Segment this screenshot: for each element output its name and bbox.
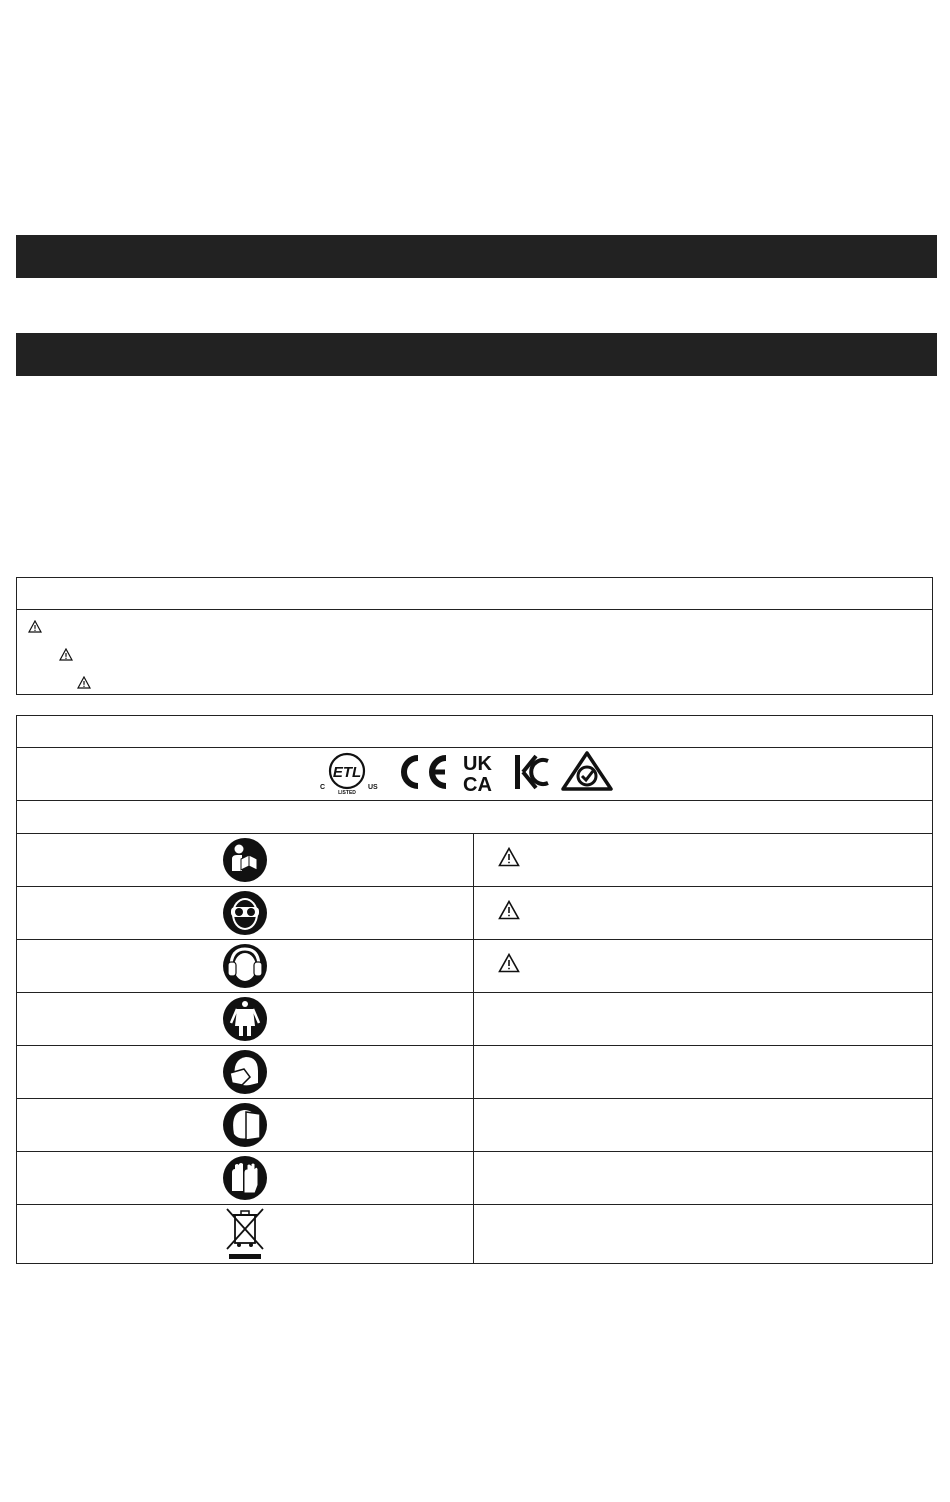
svg-text:C: C [319,783,325,791]
kc-mark-icon [514,753,550,791]
warning-levels-cell [17,610,933,695]
section-header-bar [16,235,937,278]
safety-goggles-icon [222,890,268,936]
svg-text:UK: UK [462,752,492,775]
svg-text:CA: CA [462,773,492,793]
ear-protection-icon [222,943,268,989]
warning-levels-table [16,577,933,695]
ce-mark-icon [392,752,452,792]
weee-crossed-bin-icon [225,1207,265,1261]
read-manual-icon [222,837,268,883]
protective-gloves-icon [222,1155,268,1201]
warning-table-title [17,578,933,610]
svg-text:ETL: ETL [332,763,361,781]
ukca-mark-icon [462,751,504,793]
svg-text:US: US [367,783,378,791]
warning-triangle-icon [498,847,520,872]
svg-text:LISTED: LISTED [337,789,356,795]
dust-mask-icon [222,1049,268,1095]
symbols-table [16,715,933,1264]
warning-triangle-icon [498,900,520,925]
warning-triangle-icon [77,676,91,694]
warning-triangle-icon [498,953,520,978]
symbols-subheading [17,801,933,834]
certification-marks-cell [17,748,933,801]
section-header-bar [16,333,937,376]
warning-triangle-icon [59,648,73,666]
warning-triangle-icon [28,620,42,638]
rcm-mark-icon [560,751,614,793]
symbols-table-title [17,716,933,748]
face-shield-icon [222,1102,268,1148]
protective-apron-icon [222,996,268,1042]
etl-listed-mark-icon [316,749,382,795]
